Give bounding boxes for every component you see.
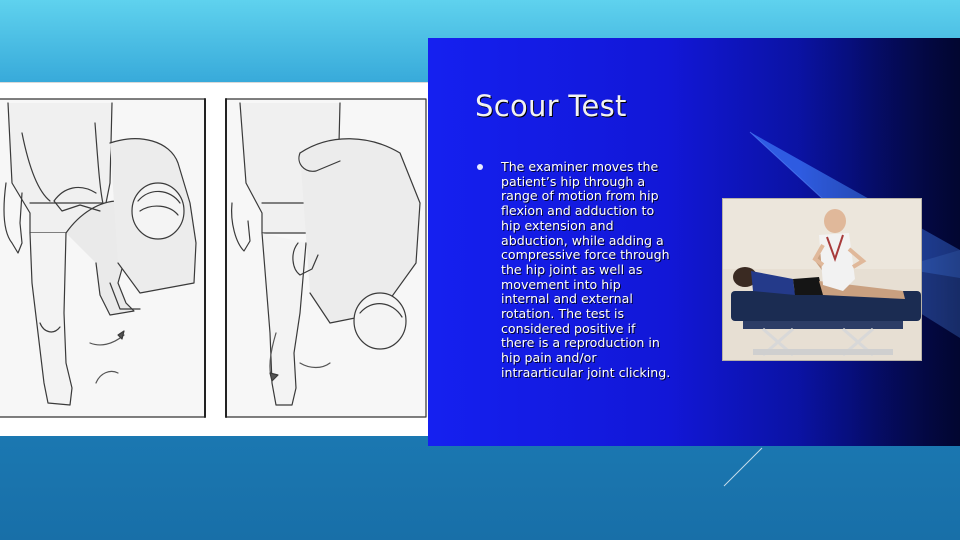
embedded-slide — [428, 38, 960, 446]
scour-test-photo — [722, 198, 922, 361]
bullet-line: the hip joint as well as — [501, 261, 643, 277]
bullet-line: range of motion from hip — [501, 188, 659, 204]
bullet-line: abduction, while adding a — [501, 232, 664, 248]
bullet-line: hip pain and/or — [501, 350, 597, 366]
bullet-line: considered positive if — [501, 320, 636, 336]
bullet-icon — [477, 164, 483, 170]
slide-title: Scour Test — [475, 89, 627, 123]
bullet-line: intraarticular joint clicking. — [501, 364, 671, 380]
bullet-text — [477, 160, 707, 381]
bullet-line: flexion and adduction to — [501, 203, 655, 219]
bullet-line: movement into hip — [501, 276, 621, 292]
illustration-drawing — [0, 83, 432, 436]
bullet-line: The examiner moves the — [501, 159, 659, 174]
bullet-line: patient’s hip through a — [501, 173, 646, 189]
bullet-line: compressive force through — [501, 247, 670, 263]
bullet-line: rotation. The test is — [501, 306, 625, 322]
bullet-line: hip extension and — [501, 217, 614, 233]
scour-test-illustration — [0, 82, 432, 436]
photo-image — [723, 199, 921, 360]
bullet-line: internal and external — [501, 291, 633, 307]
bullet-line: there is a reproduction in — [501, 335, 660, 351]
